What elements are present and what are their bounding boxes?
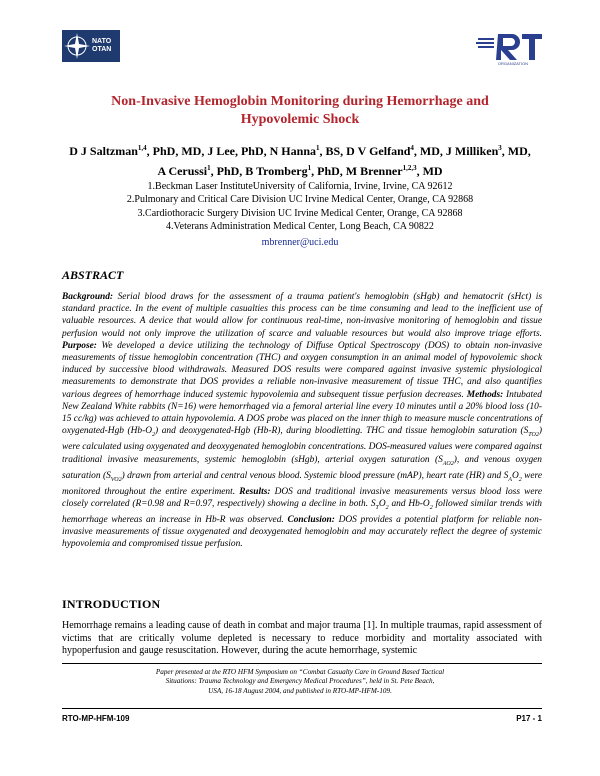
author-sup: 1,2,3 bbox=[402, 164, 417, 172]
affiliation: 2.Pulmonary and Critical Care Division UC Irvine Medical Center, Orange, CA 92868 bbox=[126, 194, 474, 206]
subscript: 2 bbox=[385, 504, 389, 511]
author-list bbox=[55, 140, 545, 180]
conclusion-text: DOS provides a potential platform for reliable non-invasive measurements of tissue oxygenated and deoxygenated hemoglobin and may accurately reflect the degree of systemic hypovolemia and compromised tissue perfusion. bbox=[62, 514, 542, 550]
rto-logo-caption: ORGANIZATION bbox=[497, 61, 529, 66]
author-sup: 1 bbox=[207, 164, 211, 172]
title-line-1: Non-Invasive Hemoglobin Monitoring during Hemorrhage and bbox=[111, 94, 489, 109]
methods-text: were monitored throughout the entire experiment. bbox=[62, 470, 543, 497]
author-line-2 bbox=[55, 160, 545, 180]
background-label: Background: bbox=[62, 292, 114, 302]
subscript: 2 bbox=[518, 476, 522, 483]
author-sup: 3 bbox=[498, 144, 502, 152]
author-sup: 1,4 bbox=[137, 144, 147, 152]
author-text: , BS, D V Gelfand bbox=[319, 144, 411, 158]
paper-title bbox=[60, 93, 540, 129]
page-number: P17 - 1 bbox=[516, 714, 542, 723]
so-letter: O bbox=[511, 470, 519, 481]
footnote-line: USA, 16-18 August 2004, and published in RTO-MP-HFM-109. bbox=[208, 686, 392, 695]
methods-text: Intubated New Zealand White rabbits (N=16) were hemorrhaged via a femoral arterial line every 10 minutes until a 20% blood loss (10-15 cc/kg) was achieved to attain hypovolemia. A DOS probe was placed on the inner thigh to measure muscle concentrations of oxygenated-Hgb (Hb-O bbox=[62, 389, 542, 437]
subscript: VO2 bbox=[110, 476, 122, 483]
author-text: , MD, bbox=[501, 144, 531, 158]
author-text: , MD, J Milliken bbox=[413, 144, 499, 158]
results-text: followed similar trends with hemorrhage whereas an increase in Hb-R was observed. bbox=[62, 498, 542, 525]
author-sup: 4 bbox=[410, 144, 414, 152]
background-text: Serial blood draws for the assessment of a trauma patient's hemoglobin (sHgb) and hematocrit (sHct) is standard practice. In the event of multiple casualties this process can be time consuming and lead to the inefficient use of valuable resources. A device that would allow for continuous real-time, non-invasive monitoring of hemoglobin and tissue perfusion would not only improve the utilization of scarce and valuable resources but would also improve triage efforts. bbox=[62, 292, 542, 339]
abstract-body bbox=[62, 291, 542, 551]
introduction-text: Hemorrhage remains a leading cause of death in combat and major trauma [1]. In multiple traumas, rapid assessment of victims that are critically volume depleted is necessary to reduce morbidity and mortality associated with hypoperfusion and gauge resuscitation. However, during the acute hemorrhage, systemic bbox=[62, 620, 542, 657]
affiliations bbox=[60, 180, 540, 233]
author-sup: 1 bbox=[307, 164, 312, 172]
results-text: and Hb-O bbox=[388, 498, 430, 509]
affiliation: 3.Cardiothoracic Surgery Division UC Irvine Medical Center, Orange, CA 92868 bbox=[137, 207, 463, 219]
author-line-1 bbox=[55, 140, 545, 160]
introduction-heading: INTRODUCTION bbox=[62, 597, 161, 611]
presentation-footnote bbox=[100, 668, 500, 696]
author-name: A Cerussi bbox=[157, 164, 208, 178]
so-letter: O bbox=[378, 498, 386, 509]
subscript: A bbox=[508, 476, 512, 483]
author-text: , PhD, M Brenner bbox=[311, 164, 403, 178]
title-line-2: Hypovolemic Shock bbox=[240, 112, 360, 127]
methods-text: ) and deoxygenated-Hgb (Hb-R), during bloodletting. THC and tissue hemoglobin saturation (S bbox=[155, 426, 529, 437]
results-label: Results: bbox=[239, 486, 271, 497]
report-number: RTO-MP-HFM-109 bbox=[62, 714, 130, 723]
author-text: , MD bbox=[416, 164, 443, 178]
nato-otan-logo bbox=[62, 30, 120, 62]
purpose-label: Purpose: bbox=[62, 340, 97, 351]
abstract-heading: ABSTRACT bbox=[62, 268, 124, 282]
results-text: DOS and traditional invasive measurements versus blood loss were closely correlated (R=0.98 and R=0.97, respectively) showing a decline in both. S bbox=[62, 486, 542, 509]
footer-divider bbox=[62, 708, 542, 709]
author-name: D J Saltzman bbox=[69, 144, 138, 158]
subscript: 2 bbox=[152, 432, 156, 439]
affiliation: 4.Veterans Administration Medical Center, Long Beach, CA 90822 bbox=[166, 220, 434, 232]
footnote-line: Situations: Trauma Technology and Emergency Medical Procedures”, held in St. Pete Beach, bbox=[165, 677, 435, 686]
subscript: TO2 bbox=[528, 432, 539, 439]
methods-text: ), and venous oxygen saturation (S bbox=[62, 454, 542, 481]
subscript: AO2 bbox=[442, 460, 454, 467]
conclusion-label: Conclusion: bbox=[287, 514, 335, 525]
author-text: , PhD, MD, J Lee, PhD, N Hanna bbox=[146, 144, 316, 158]
footnote-divider bbox=[62, 663, 542, 664]
nato-logo-text: NATO bbox=[92, 38, 112, 45]
affiliation: 1.Beckman Laser InstituteUniversity of California, Irvine, Irvine, CA 92612 bbox=[147, 181, 453, 192]
footnote-line: Paper presented at the RTO HFM Symposium on “Combat Casualty Care in Ground Based Tactical bbox=[155, 668, 445, 676]
purpose-text: We developed a device utilizing the technology of Diffuse Optical Spectroscopy (DOS) to obtain non-invasive measurements of tissue hemoglobin concentration (THC) and oxygen consumption in an animal model of hypovolemic shock induced by successive blood withdrawals. Measured DOS results were compared against invasive systemic physiological measurements to demonstrate that DOS provides a reliable non-invasive measurement of tissue THC, and also quantifies various degrees of hemorrhage induced systemic hypovolemia and subsequent tissue perfusion decreases. bbox=[62, 340, 542, 400]
subscript: 2 bbox=[429, 504, 433, 511]
methods-text: ) were calculated using oxygenated and deoxygenated hemoglobin concentrations. DOS-measured values were compared against traditional invasive measurements, systemic hemoglobin (sHgb), arterial oxygen saturation (S bbox=[62, 426, 543, 465]
methods-text: ) drawn from arterial and central venous blood. Systemic blood pressure (mAP), heart rate (HR) and S bbox=[121, 470, 509, 481]
subscript: T bbox=[375, 504, 379, 511]
methods-label: Methods: bbox=[466, 389, 504, 400]
nato-compass-star-icon bbox=[62, 31, 92, 61]
contact-email-link[interactable]: mbrenner@uci.edu bbox=[261, 237, 339, 248]
author-text: , PhD, B Tromberg bbox=[210, 164, 308, 178]
otan-logo-text: OTAN bbox=[92, 46, 112, 53]
rto-logo bbox=[474, 28, 546, 64]
author-sup: 1 bbox=[316, 144, 320, 152]
